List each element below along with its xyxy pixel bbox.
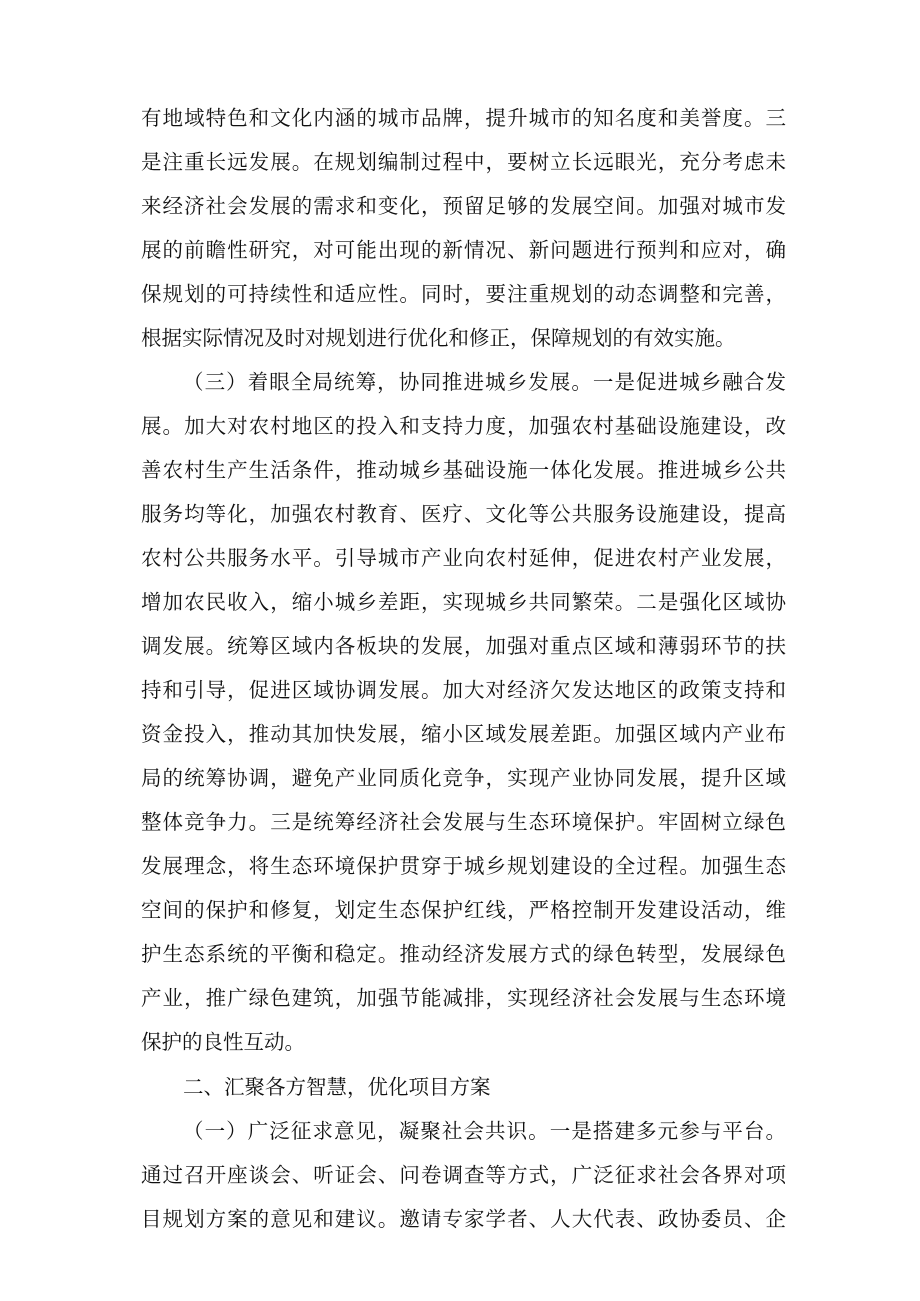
- subsection-paragraph-start: （三）着眼全局统筹，协同推进城乡发展。一是促进城乡融合发: [183, 370, 786, 394]
- text-line: 目规划方案的意见和建议。邀请专家学者、人大代表、政协委员、企: [141, 1207, 786, 1231]
- subsection-paragraph-start: （一）广泛征求意见，凝聚社会共识。一是搭建多元参与平台。: [183, 1119, 786, 1143]
- text-line: 局的统筹协调，避免产业同质化竞争，实现产业协同发展，提升区域: [141, 766, 786, 790]
- text-line: 根据实际情况及时对规划进行优化和修正，保障规划的有效实施。: [141, 326, 736, 350]
- text-line: 调发展。统筹区域内各板块的发展，加强对重点区域和薄弱环节的扶: [141, 634, 786, 658]
- text-line: 保护的良性互动。: [141, 1030, 305, 1054]
- text-line: 农村公共服务水平。引导城市产业向农村延伸，促进农村产业发展，: [141, 546, 786, 570]
- text-line: 增加农民收入，缩小城乡差距，实现城乡共同繁荣。二是强化区域协: [141, 590, 786, 614]
- text-line: 整体竞争力。三是统筹经济社会发展与生态环境保护。牢固树立绿色: [141, 810, 786, 834]
- text-line: 善农村生产生活条件，推动城乡基础设施一体化发展。推进城乡公共: [141, 458, 786, 482]
- text-line: 持和引导，促进区域协调发展。加大对经济欠发达地区的政策支持和: [141, 678, 786, 702]
- text-line: 来经济社会发展的需求和变化，预留足够的发展空间。加强对城市发: [141, 194, 786, 218]
- text-line: 有地域特色和文化内涵的城市品牌，提升城市的知名度和美誉度。三: [141, 106, 786, 130]
- text-line: 服务均等化，加强农村教育、医疗、文化等公共服务设施建设，提高: [141, 502, 786, 526]
- text-line: 产业，推广绿色建筑，加强节能减排，实现经济社会发展与生态环境: [141, 986, 786, 1010]
- text-line: 是注重长远发展。在规划编制过程中，要树立长远眼光，充分考虑未: [141, 150, 786, 174]
- text-line: 展。加大对农村地区的投入和支持力度，加强农村基础设施建设，改: [141, 414, 786, 438]
- text-line: 空间的保护和修复，划定生态保护红线，严格控制开发建设活动，维: [141, 898, 786, 922]
- text-line: 资金投入，推动其加快发展，缩小区域发展差距。加强区域内产业布: [141, 722, 786, 746]
- text-line: 护生态系统的平衡和稳定。推动经济发展方式的绿色转型，发展绿色: [141, 942, 786, 966]
- text-line: 通过召开座谈会、听证会、问卷调查等方式，广泛征求社会各界对项: [141, 1163, 786, 1187]
- text-line: 发展理念，将生态环境保护贯穿于城乡规划建设的全过程。加强生态: [141, 854, 786, 878]
- section-heading: 二、汇聚各方智慧，优化项目方案: [183, 1075, 491, 1099]
- text-line: 保规划的可持续性和适应性。同时，要注重规划的动态调整和完善，: [141, 282, 786, 306]
- text-line: 展的前瞻性研究，对可能出现的新情况、新问题进行预判和应对，确: [141, 238, 786, 262]
